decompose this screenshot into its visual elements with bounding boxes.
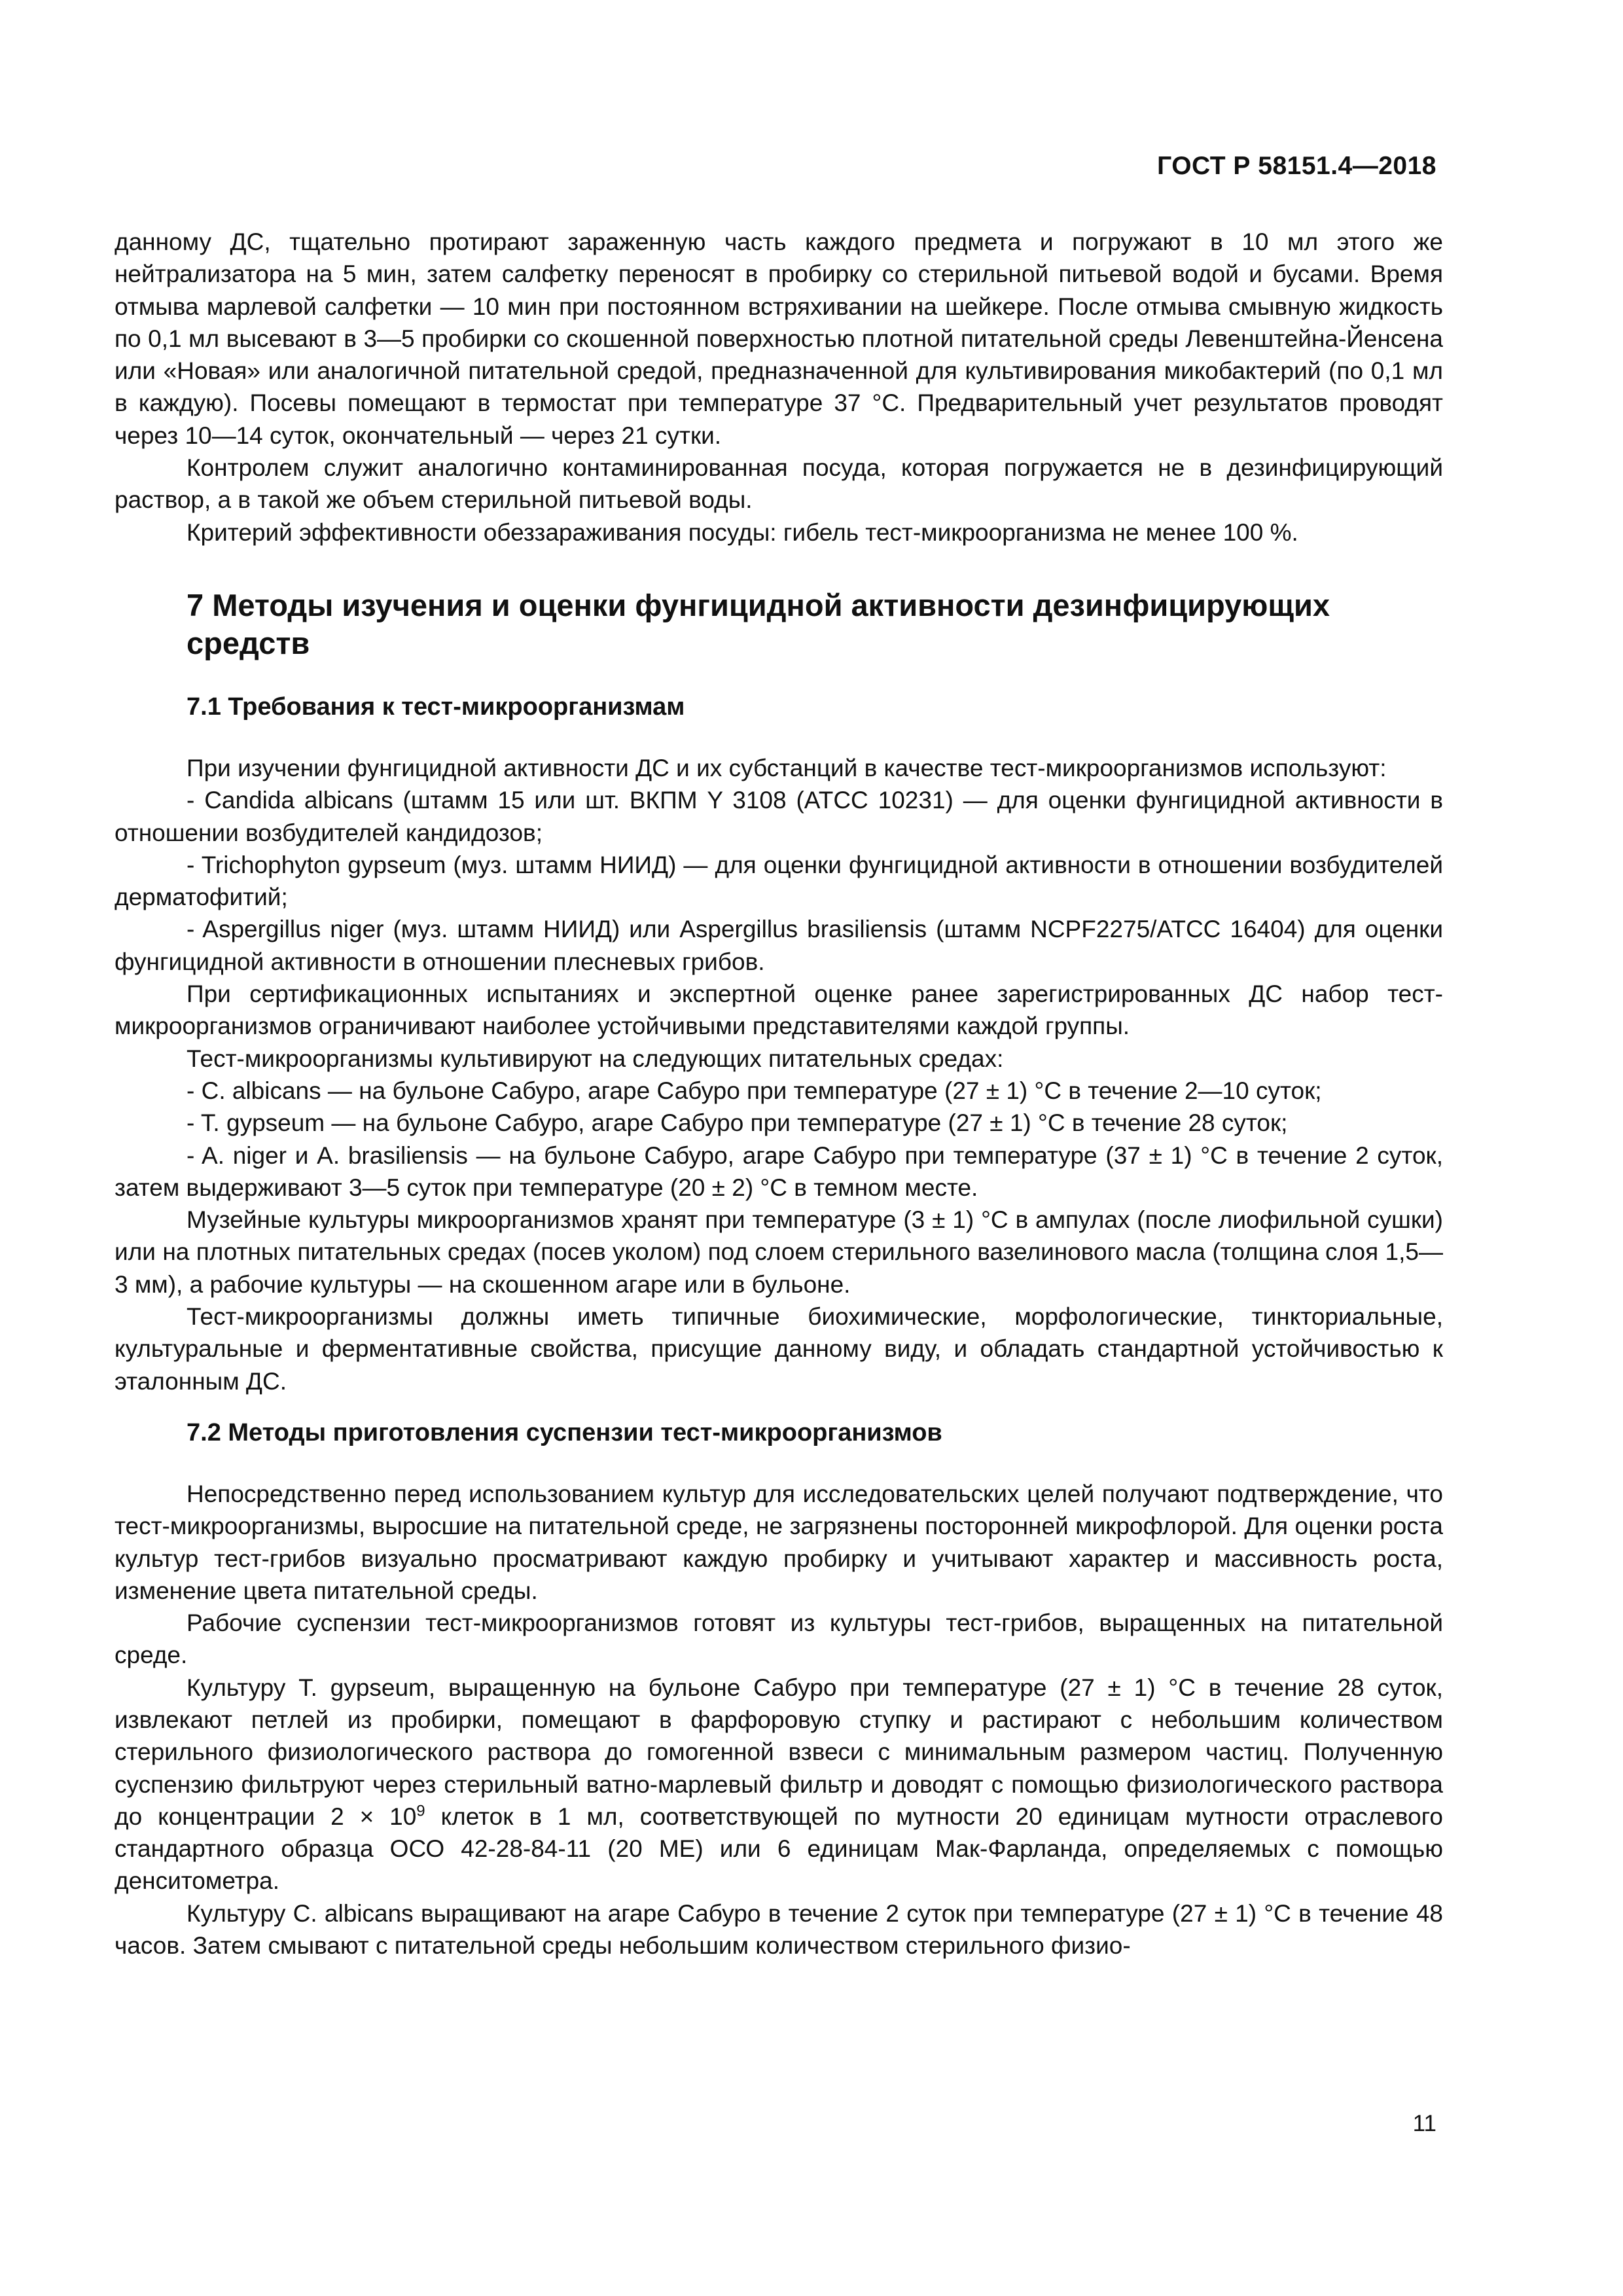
paragraph: Культуру C. albicans выращивают на агаре Сабуро в течение 2 суток при температуре (27 ± 1) °С в течение 48 часов. Затем смывают с питательной среды небольшим количеством стерильного физио-: [115, 1899, 1443, 1960]
paragraph: Тест-микроорганизмы культивируют на следующих питательных средах:: [187, 1045, 1004, 1072]
standard-header: ГОСТ Р 58151.4—2018: [1157, 152, 1436, 180]
paragraph: Критерий эффективности обеззараживания посуды: гибель тест-микроорганизма не менее 100 %.: [187, 518, 1298, 546]
paragraph: Тест-микроорганизмы должны иметь типичные биохимические, морфологические, тинкториальные, культуральные и ферментативные свойства, присущие данному виду, и обладать стандартной устойчивостью к эталонным ДС.: [115, 1303, 1443, 1395]
list-item: - T. gypseum — на бульоне Сабуро, агаре Сабуро при температуре (27 ± 1) °С в течение 28 суток;: [187, 1109, 1288, 1137]
paragraph: При изучении фунгицидной активности ДС и их субстанций в качестве тест-микроорганизмов используют:: [187, 754, 1387, 781]
paragraph: Музейные культуры микроорганизмов хранят при температуре (3 ± 1) °С в ампулах (после лиофильной сушки) или на плотных питательных средах (посев уколом) под слоем стерильного вазелинового масла (толщина слоя 1,5—3 мм), а рабочие культуры — на скошенном агаре или в бульоне.: [115, 1206, 1443, 1298]
list-item: - Aspergillus niger (муз. штамм НИИД) или Aspergillus brasiliensis (штамм NCPF2275/ATCC 16404) для оценки фунгицидной активности в отношении плесневых грибов.: [115, 916, 1443, 975]
list-item: - Trichophyton gypseum (муз. штамм НИИД) — для оценки фунгицидной активности в отношении возбудителей дерматофитий;: [115, 851, 1443, 911]
list-item: - Candida albicans (штамм 15 или шт. ВКПМ Y 3108 (ATCC 10231) — для оценки фунгицидной активности в отношении возбудителей кандидозов;: [115, 787, 1443, 846]
section-7-heading: 7 Методы изучения и оценки фунгицидной активности дезинфицирующих средств: [187, 587, 1330, 660]
paragraph: данному ДС, тщательно протирают зараженную часть каждого предмета и погружают в 10 мл этого же нейтрализатора на 5 мин, затем салфетку переносят в пробирку со стерильной питьевой водой и бусами. Время отмыва марлевой салфетки — 10 мин при постоянном встряхивании на шейкере. После отмыва смывную жидкость по 0,1 мл высевают в 3—5 пробирки со скошенной поверхностью плотной питательной среды Левенштейна-Йенсена или «Новая» или аналогичной питательной средой, предназначенной для культивирования микобактерий (по 0,1 мл в каждую). Посевы помещают в термостат при температуре 37 °С. Предварительный учет результатов проводят через 10—14 суток, окончательный — через 21 сутки.: [115, 228, 1443, 449]
paragraph: Рабочие суспензии тест-микроорганизмов готовят из культуры тест-грибов, выращенных на питательной среде.: [115, 1609, 1443, 1669]
list-item: - C. albicans — на бульоне Сабуро, агаре Сабуро при температуре (27 ± 1) °С в течение 2—10 суток;: [187, 1077, 1322, 1104]
paragraph: Контролем служит аналогично контаминированная посуда, которая погружается не в дезинфицирующий раствор, а в такой же объем стерильной питьевой воды.: [115, 454, 1443, 514]
paragraph-text: Культуру T. gypseum, выращенную на бульоне Сабуро при температуре (27 ± 1) °С в течение 28 суток, извлекают петлей из пробирки, помещают в фарфоровую ступку и растирают с небольшим количеством стерильного физиологического раствора до гомогенной взвеси с минимальным размером частиц. Полученную суспензию фильтруют через стерильный ватно-марлевый фильтр и доводят с помощью физиологического раствора до концентрации 2 × 10: [115, 1674, 1443, 1830]
section-7-2-heading: 7.2 Методы приготовления суспензии тест-микроорганизмов: [187, 1418, 942, 1446]
page-number: 11: [1412, 2111, 1436, 2136]
paragraph: Непосредственно перед использованием культур для исследовательских целей получают подтверждение, что тест-микроорганизмы, выросшие на питательной среде, не загрязнены посторонней микрофлорой. Для оценки роста культур тест-грибов визуально просматривают каждую пробирку и учитывают характер и массивность роста, изменение цвета питательной среды.: [115, 1480, 1443, 1604]
paragraph: При сертификационных испытаниях и экспертной оценке ранее зарегистрированных ДС набор тест-микроорганизмов ограничивают наиболее устойчивыми представителями каждой группы.: [115, 980, 1443, 1040]
section-7-1-heading: 7.1 Требования к тест-микроорганизмам: [187, 692, 685, 721]
paragraph-text: клеток в 1 мл, соответствующей по мутности 20 единицам мутности отраслевого стандартного образца ОСО 42-28-84-11 (20 МЕ) или 6 единицам Мак-Фарланда, определяемых с помощью денситометра.: [115, 1803, 1443, 1895]
paragraph: [115, 1672, 1443, 1897]
document-body: [115, 226, 1443, 1962]
list-item: - A. niger и A. brasiliensis — на бульоне Сабуро, агаре Сабуро при температуре (37 ± 1) °С в течение 2 суток, затем выдерживают 3—5 суток при температуре (20 ± 2) °С в темном месте.: [115, 1141, 1443, 1201]
exponent: 9: [416, 1802, 425, 1820]
